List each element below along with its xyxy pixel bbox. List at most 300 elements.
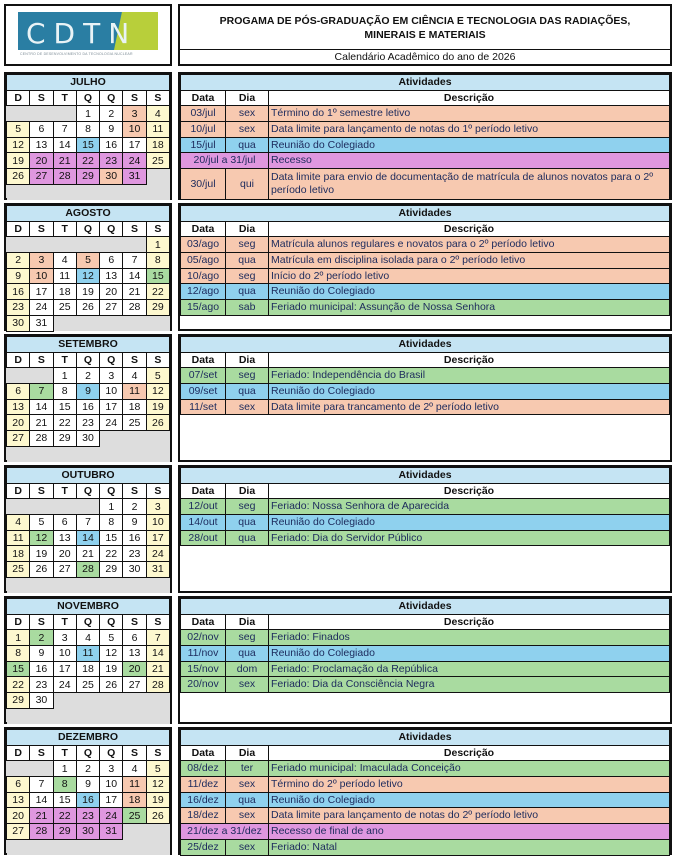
month-calendar-julho <box>4 72 172 200</box>
day-cell: 22 <box>100 546 123 562</box>
day-cell: 13 <box>53 530 76 546</box>
day-cell: 8 <box>53 777 76 793</box>
week-row <box>7 184 170 200</box>
day-cell: 29 <box>100 562 123 578</box>
weekday-header: D <box>7 745 30 761</box>
page-title: PROGAMA DE PÓS-GRADUAÇÃO EM CIÊNCIA E TECNOLOGIA DAS RADIAÇÕES, MINERAIS E MATERIAIS <box>180 6 670 50</box>
activity-weekday: sex <box>226 122 269 138</box>
day-cell: 16 <box>30 661 53 677</box>
col-descricao: Descrição <box>269 614 670 630</box>
day-cell <box>30 761 53 777</box>
week-row <box>7 661 170 677</box>
day-cell: 7 <box>123 253 146 269</box>
activity-description: Data limite para envio de documentação de matrícula de alunos novatos para o 2º período letivo <box>269 169 670 200</box>
weekday-header: S <box>30 745 53 761</box>
day-cell <box>146 446 169 462</box>
day-cell: 26 <box>30 562 53 578</box>
day-cell <box>7 708 30 724</box>
day-cell: 7 <box>30 777 53 793</box>
day-cell: 17 <box>30 284 53 300</box>
day-cell: 27 <box>53 562 76 578</box>
day-cell <box>76 708 99 724</box>
day-cell: 6 <box>7 384 30 400</box>
activities-table-dezembro <box>178 727 672 855</box>
weekday-header: S <box>146 90 169 106</box>
activity-description: Feriado: Finados <box>269 630 670 646</box>
day-cell <box>100 184 123 200</box>
activity-weekday: seg <box>226 368 269 384</box>
month-calendar-agosto <box>4 203 172 331</box>
day-cell: 24 <box>100 415 123 431</box>
weekday-header: S <box>30 90 53 106</box>
activities-table-agosto <box>178 203 672 331</box>
activity-description: Recesso de final de ano <box>269 824 670 840</box>
weekday-header: S <box>123 745 146 761</box>
week-row <box>7 761 170 777</box>
day-cell <box>146 693 169 709</box>
day-cell <box>76 237 99 253</box>
activity-date: 11/nov <box>181 646 226 662</box>
day-cell: 3 <box>30 253 53 269</box>
day-cell <box>100 577 123 593</box>
day-cell <box>7 761 30 777</box>
activity-weekday: sex <box>226 677 269 693</box>
day-cell: 17 <box>146 530 169 546</box>
day-cell: 13 <box>100 268 123 284</box>
weekday-header: S <box>123 483 146 499</box>
col-dia: Dia <box>226 614 269 630</box>
activity-description: Feriado: Nossa Senhora de Aparecida <box>269 499 670 515</box>
activity-date: 10/ago <box>181 268 226 284</box>
weekday-header: Q <box>76 221 99 237</box>
day-cell: 28 <box>146 677 169 693</box>
day-cell: 16 <box>100 137 123 153</box>
activities-table-outubro <box>178 465 672 593</box>
activities-title: Atividades <box>181 730 670 746</box>
activity-weekday: qua <box>226 792 269 808</box>
activity-date: 10/jul <box>181 122 226 138</box>
day-cell: 30 <box>123 562 146 578</box>
day-cell <box>7 499 30 515</box>
day-cell: 24 <box>100 808 123 824</box>
day-cell: 29 <box>53 824 76 840</box>
activities-table-julho <box>178 72 672 200</box>
activity-date: 05/ago <box>181 253 226 269</box>
activity-weekday: sex <box>226 777 269 793</box>
day-cell <box>123 446 146 462</box>
month-title: AGOSTO <box>7 206 170 222</box>
day-cell <box>146 315 169 331</box>
month-title: DEZEMBRO <box>7 730 170 746</box>
weekday-header: Q <box>76 745 99 761</box>
day-cell: 6 <box>53 515 76 531</box>
day-cell: 9 <box>123 515 146 531</box>
week-row <box>7 708 170 724</box>
day-cell <box>123 708 146 724</box>
week-row <box>7 384 170 400</box>
day-cell: 5 <box>146 761 169 777</box>
activity-date: 12/ago <box>181 284 226 300</box>
activity-weekday: qua <box>226 530 269 546</box>
day-cell: 14 <box>123 268 146 284</box>
activity-description: Recesso <box>269 153 670 169</box>
activities-title: Atividades <box>181 599 670 615</box>
weekday-header: D <box>7 614 30 630</box>
day-cell: 9 <box>100 122 123 138</box>
month-calendar-setembro <box>4 334 172 462</box>
day-cell: 26 <box>76 300 99 316</box>
week-row <box>7 808 170 824</box>
day-cell <box>30 237 53 253</box>
col-descricao: Descrição <box>269 221 670 237</box>
activities-table-novembro <box>178 596 672 724</box>
activity-row <box>181 237 670 253</box>
week-row <box>7 446 170 462</box>
day-cell: 23 <box>76 415 99 431</box>
day-cell <box>100 446 123 462</box>
col-descricao: Descrição <box>269 483 670 499</box>
week-row <box>7 562 170 578</box>
day-cell: 22 <box>146 284 169 300</box>
activity-date: 03/ago <box>181 237 226 253</box>
day-cell: 21 <box>30 415 53 431</box>
activity-date: 11/dez <box>181 777 226 793</box>
day-cell: 7 <box>53 122 76 138</box>
day-cell: 2 <box>30 630 53 646</box>
activity-row <box>181 284 670 300</box>
day-cell <box>100 708 123 724</box>
day-cell: 13 <box>7 792 30 808</box>
day-cell: 28 <box>76 562 99 578</box>
day-cell: 20 <box>7 415 30 431</box>
weekday-header: Q <box>76 483 99 499</box>
day-cell: 20 <box>123 661 146 677</box>
day-cell: 7 <box>76 515 99 531</box>
activity-row <box>181 399 670 415</box>
day-cell <box>100 431 123 447</box>
day-cell: 21 <box>123 284 146 300</box>
day-cell: 1 <box>100 499 123 515</box>
day-cell: 27 <box>100 300 123 316</box>
logo-subtitle: CENTRO DE DESENVOLVIMENTO DA TECNOLOGIA NUCLEAR <box>20 52 133 56</box>
month-calendar-novembro <box>4 596 172 724</box>
day-cell: 8 <box>76 122 99 138</box>
day-cell: 10 <box>30 268 53 284</box>
weekday-header: Q <box>100 614 123 630</box>
week-row <box>7 577 170 593</box>
day-cell: 9 <box>30 646 53 662</box>
day-cell: 3 <box>123 106 146 122</box>
activity-description: Feriado municipal: Assunção de Nossa Senhora <box>269 300 670 316</box>
day-cell <box>123 315 146 331</box>
weekday-header: S <box>30 614 53 630</box>
activity-row <box>181 384 670 400</box>
day-cell <box>7 839 30 855</box>
day-cell: 1 <box>76 106 99 122</box>
week-row <box>7 268 170 284</box>
activity-weekday: sex <box>226 399 269 415</box>
week-row <box>7 546 170 562</box>
day-cell <box>30 499 53 515</box>
activity-description: Feriado municipal: Imaculada Conceição <box>269 761 670 777</box>
activity-description: Reunião do Colegiado <box>269 792 670 808</box>
day-cell <box>30 577 53 593</box>
day-cell: 26 <box>7 169 30 185</box>
day-cell: 10 <box>53 646 76 662</box>
day-cell: 5 <box>30 515 53 531</box>
activity-weekday: seg <box>226 630 269 646</box>
day-cell: 19 <box>146 792 169 808</box>
day-cell <box>76 184 99 200</box>
weekday-header: T <box>53 221 76 237</box>
week-row <box>7 368 170 384</box>
activity-weekday: sab <box>226 300 269 316</box>
day-cell <box>123 577 146 593</box>
day-cell: 29 <box>53 431 76 447</box>
activity-row <box>181 300 670 316</box>
col-data: Data <box>181 221 226 237</box>
day-cell <box>53 839 76 855</box>
weekday-header: S <box>123 352 146 368</box>
day-cell: 4 <box>7 515 30 531</box>
activity-weekday: dom <box>226 661 269 677</box>
day-cell <box>30 446 53 462</box>
activity-weekday: qua <box>226 284 269 300</box>
week-row <box>7 777 170 793</box>
day-cell: 2 <box>100 106 123 122</box>
day-cell: 11 <box>146 122 169 138</box>
day-cell <box>30 839 53 855</box>
day-cell: 30 <box>76 431 99 447</box>
col-dia: Dia <box>226 352 269 368</box>
day-cell: 28 <box>53 169 76 185</box>
weekday-header: T <box>53 352 76 368</box>
day-cell: 14 <box>146 646 169 662</box>
weekday-header: D <box>7 221 30 237</box>
day-cell: 12 <box>100 646 123 662</box>
day-cell <box>146 824 169 840</box>
day-cell: 23 <box>30 677 53 693</box>
week-row <box>7 515 170 531</box>
day-cell: 19 <box>76 284 99 300</box>
day-cell: 3 <box>100 368 123 384</box>
week-row <box>7 153 170 169</box>
day-cell: 14 <box>53 137 76 153</box>
weekday-header: Q <box>76 90 99 106</box>
week-row <box>7 792 170 808</box>
day-cell <box>76 446 99 462</box>
activity-row <box>181 839 670 855</box>
activity-date: 30/jul <box>181 169 226 200</box>
col-data: Data <box>181 614 226 630</box>
day-cell: 12 <box>30 530 53 546</box>
activity-weekday: qua <box>226 515 269 531</box>
page-subtitle: Calendário Acadêmico do ano de 2026 <box>334 51 516 63</box>
day-cell: 15 <box>76 137 99 153</box>
day-cell: 16 <box>76 399 99 415</box>
day-cell: 8 <box>146 253 169 269</box>
day-cell <box>76 839 99 855</box>
activity-weekday: qua <box>226 137 269 153</box>
day-cell: 21 <box>76 546 99 562</box>
day-cell: 28 <box>30 431 53 447</box>
week-row <box>7 399 170 415</box>
day-cell: 6 <box>123 630 146 646</box>
week-row <box>7 530 170 546</box>
day-cell: 30 <box>30 693 53 709</box>
week-row <box>7 106 170 122</box>
activity-description: Reunião do Colegiado <box>269 137 670 153</box>
day-cell: 14 <box>30 399 53 415</box>
day-cell: 17 <box>100 399 123 415</box>
day-cell <box>53 315 76 331</box>
week-row <box>7 300 170 316</box>
day-cell: 22 <box>53 808 76 824</box>
day-cell: 12 <box>146 777 169 793</box>
month-title: SETEMBRO <box>7 337 170 353</box>
weekday-header: Q <box>100 90 123 106</box>
week-row <box>7 693 170 709</box>
day-cell: 31 <box>100 824 123 840</box>
day-cell: 1 <box>53 761 76 777</box>
day-cell <box>30 708 53 724</box>
day-cell: 30 <box>100 169 123 185</box>
month-calendar-dezembro <box>4 727 172 855</box>
day-cell: 20 <box>53 546 76 562</box>
week-row <box>7 169 170 185</box>
week-row <box>7 122 170 138</box>
day-cell <box>30 106 53 122</box>
day-cell: 28 <box>30 824 53 840</box>
day-cell <box>30 368 53 384</box>
day-cell <box>7 106 30 122</box>
week-row <box>7 284 170 300</box>
day-cell: 27 <box>7 824 30 840</box>
day-cell: 26 <box>146 808 169 824</box>
activity-description: Feriado: Natal <box>269 839 670 855</box>
month-title: NOVEMBRO <box>7 599 170 615</box>
activities-title: Atividades <box>181 206 670 222</box>
day-cell: 27 <box>123 677 146 693</box>
activity-row <box>181 137 670 153</box>
activity-weekday: sex <box>226 808 269 824</box>
activity-row <box>181 169 670 200</box>
month-title: JULHO <box>7 75 170 91</box>
col-dia: Dia <box>226 745 269 761</box>
day-cell <box>76 315 99 331</box>
day-cell: 11 <box>7 530 30 546</box>
activity-row <box>181 268 670 284</box>
day-cell: 10 <box>123 122 146 138</box>
day-cell <box>76 499 99 515</box>
day-cell: 13 <box>30 137 53 153</box>
day-cell: 29 <box>7 693 30 709</box>
day-cell: 11 <box>76 646 99 662</box>
day-cell: 2 <box>76 761 99 777</box>
day-cell: 8 <box>53 384 76 400</box>
day-cell: 7 <box>146 630 169 646</box>
day-cell: 15 <box>100 530 123 546</box>
day-cell: 5 <box>76 253 99 269</box>
day-cell: 18 <box>76 661 99 677</box>
day-cell <box>53 693 76 709</box>
week-row <box>7 677 170 693</box>
day-cell <box>123 237 146 253</box>
day-cell: 3 <box>100 761 123 777</box>
day-cell <box>7 237 30 253</box>
activity-row <box>181 777 670 793</box>
day-cell <box>123 693 146 709</box>
day-cell: 19 <box>30 546 53 562</box>
activity-description: Feriado: Dia da Consciência Negra <box>269 677 670 693</box>
weekday-header: Q <box>76 614 99 630</box>
activity-description: Reunião do Colegiado <box>269 384 670 400</box>
day-cell: 22 <box>7 677 30 693</box>
day-cell: 22 <box>53 415 76 431</box>
activity-row <box>181 122 670 138</box>
weekday-header: Q <box>76 352 99 368</box>
week-row <box>7 824 170 840</box>
activity-description: Início do 2º período letivo <box>269 268 670 284</box>
day-cell: 24 <box>123 153 146 169</box>
logo-text: CDTN <box>26 17 138 50</box>
activities-title: Atividades <box>181 337 670 353</box>
day-cell: 23 <box>123 546 146 562</box>
day-cell: 6 <box>100 253 123 269</box>
day-cell <box>53 708 76 724</box>
day-cell: 1 <box>53 368 76 384</box>
weekday-header: S <box>123 221 146 237</box>
weekday-header: S <box>146 352 169 368</box>
activity-description: Reunião do Colegiado <box>269 646 670 662</box>
activity-description: Data limite para lançamento de notas do 2º período letivo <box>269 808 670 824</box>
day-cell <box>7 184 30 200</box>
activity-description: Data limite para trancamento de 2º período letivo <box>269 399 670 415</box>
activity-weekday: ter <box>226 761 269 777</box>
day-cell: 4 <box>146 106 169 122</box>
day-cell: 26 <box>100 677 123 693</box>
weekday-header: S <box>30 352 53 368</box>
day-cell: 18 <box>123 792 146 808</box>
col-dia: Dia <box>226 221 269 237</box>
day-cell: 15 <box>146 268 169 284</box>
day-cell: 7 <box>30 384 53 400</box>
weekday-header: T <box>53 745 76 761</box>
week-row <box>7 415 170 431</box>
weekday-header: S <box>123 90 146 106</box>
day-cell: 21 <box>146 661 169 677</box>
activity-date: 15/jul <box>181 137 226 153</box>
day-cell: 6 <box>7 777 30 793</box>
activities-title: Atividades <box>181 468 670 484</box>
day-cell: 30 <box>76 824 99 840</box>
day-cell: 2 <box>123 499 146 515</box>
weekday-header: S <box>30 221 53 237</box>
activity-row <box>181 499 670 515</box>
activity-row <box>181 106 670 122</box>
activity-date: 15/nov <box>181 661 226 677</box>
activity-weekday: sex <box>226 839 269 855</box>
day-cell: 8 <box>100 515 123 531</box>
week-row <box>7 630 170 646</box>
week-row <box>7 137 170 153</box>
day-cell: 16 <box>123 530 146 546</box>
day-cell: 25 <box>123 415 146 431</box>
activity-row <box>181 253 670 269</box>
day-cell <box>146 184 169 200</box>
activity-row <box>181 153 670 169</box>
weekday-header: S <box>146 614 169 630</box>
